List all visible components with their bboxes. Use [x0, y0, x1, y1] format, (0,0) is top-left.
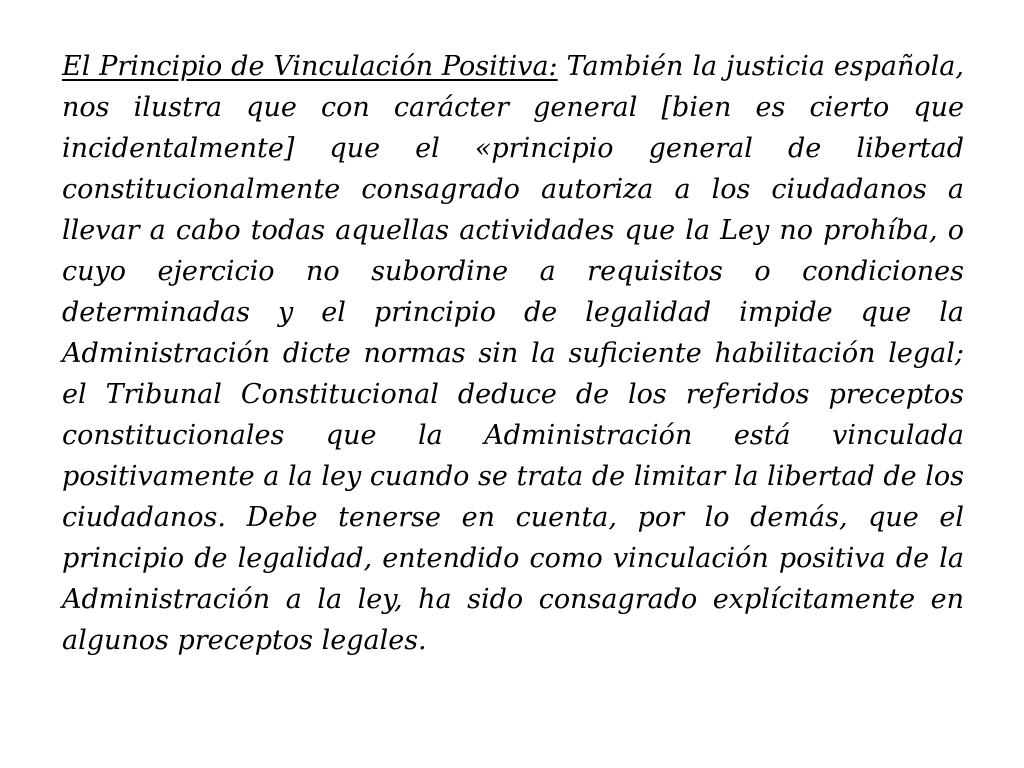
paragraph-heading: El Principio de Vinculación Positiva: [62, 51, 558, 82]
paragraph-body: También la justicia española, nos ilustra que con carácter general [bien es cierto que incidentalmente] que el «principio general de libertad constitucionalmente consagrado autoriza a los ciudadanos a llevar a cabo todas aquellas actividades que la Ley no prohíba, o cuyo ejercicio no subordine a requisitos o condiciones determinadas y el principio de legalidad impide que la Administración dicte normas sin la suficiente habilitación legal; el Tribunal Constitucional deduce de los referidos preceptos constitucionales que la Administración está vinculada positivamente a la ley cuando se trata de limitar la libertad de los ciudadanos. Debe tenerse en cuenta, por lo demás, que el principio de legalidad, entendido como vinculación positiva de la Administración a la ley, ha sido consagrado explícitamente en algunos preceptos legales. [62, 51, 964, 656]
main-paragraph [62, 46, 964, 661]
